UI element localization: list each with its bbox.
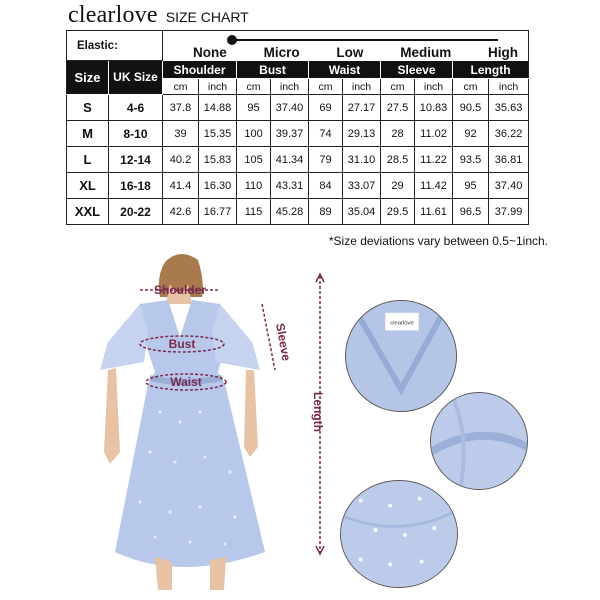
waist-in-cell: 29.13 [343, 121, 381, 147]
shoulder-in-cell: 16.30 [199, 173, 237, 199]
table-row [67, 199, 529, 225]
right-sleeve [212, 304, 260, 370]
table-row [67, 121, 529, 147]
shoulder-unit-cm: cm [163, 79, 199, 95]
length-in-cell: 35.63 [489, 95, 529, 121]
uk-size-cell: 4-6 [109, 95, 163, 121]
length-cm-cell: 96.5 [453, 199, 489, 225]
col-uk-size: UK Size [109, 61, 163, 95]
bust-unit-cm: cm [237, 79, 271, 95]
header-row [67, 61, 529, 79]
elastic-level-low: Low [336, 45, 364, 60]
waist-cm-cell: 79 [309, 147, 343, 173]
bust-in-cell: 43.31 [271, 173, 309, 199]
left-arm [104, 368, 120, 464]
sleeve-in-cell: 10.83 [415, 95, 453, 121]
elastic-indicator [227, 35, 237, 45]
bust-unit-inch: inch [271, 79, 309, 95]
bust-cm-cell: 115 [237, 199, 271, 225]
size-cell: M [67, 121, 109, 147]
waist-cm-cell: 89 [309, 199, 343, 225]
tag-text: clearlove [390, 320, 414, 327]
shoulder-in-cell: 16.77 [199, 199, 237, 225]
waist-in-cell: 33.07 [343, 173, 381, 199]
size-cell: XXL [67, 199, 109, 225]
sleeve-in-cell: 11.42 [415, 173, 453, 199]
dress-diagram [80, 252, 330, 592]
length-cm-cell: 93.5 [453, 147, 489, 173]
length-in-cell: 37.99 [489, 199, 529, 225]
shoulder-cm-cell: 37.8 [163, 95, 199, 121]
sleeve-cm-cell: 29 [381, 173, 415, 199]
uk-size-cell: 20-22 [109, 199, 163, 225]
elastic-label: Elastic: [67, 31, 163, 61]
sleeve-cm-cell: 28 [381, 121, 415, 147]
sleeve-detail [430, 392, 528, 490]
length-cm-cell: 90.5 [453, 95, 489, 121]
col-size: Size [67, 61, 109, 95]
length-cm-cell: 92 [453, 121, 489, 147]
bust-in-cell: 45.28 [271, 199, 309, 225]
shoulder-cm-cell: 40.2 [163, 147, 199, 173]
size-cell: XL [67, 173, 109, 199]
waist-in-cell: 31.10 [343, 147, 381, 173]
waist-label: Waist [170, 375, 202, 389]
bust-in-cell: 41.34 [271, 147, 309, 173]
sleeve-cm-cell: 27.5 [381, 95, 415, 121]
shoulder-in-cell: 14.88 [199, 95, 237, 121]
shoulder-unit-inch: inch [199, 79, 237, 95]
fabric-detail [340, 480, 458, 588]
bust-in-cell: 37.40 [271, 95, 309, 121]
sleeve-label: Sleeve [273, 322, 294, 362]
left-sleeve [100, 304, 148, 370]
left-leg [155, 557, 172, 590]
waist-unit-cm: cm [309, 79, 343, 95]
length-label: Length [311, 392, 325, 432]
bust-cm-cell: 105 [237, 147, 271, 173]
elastic-row [67, 31, 529, 61]
uk-size-cell: 16-18 [109, 173, 163, 199]
table-row [67, 147, 529, 173]
right-leg [210, 557, 226, 590]
waist-cm-cell: 84 [309, 173, 343, 199]
table-row [67, 173, 529, 199]
elastic-level-none: None [193, 45, 227, 60]
sleeve-cm-cell: 28.5 [381, 147, 415, 173]
col-length: Length [453, 61, 529, 79]
size-note: *Size deviations vary between 0.5~1inch. [328, 234, 548, 248]
col-sleeve: Sleeve [381, 61, 453, 79]
sleeve-unit-inch: inch [415, 79, 453, 95]
elastic-line [233, 39, 498, 41]
col-shoulder: Shoulder [163, 61, 237, 79]
sleeve-in-cell: 11.02 [415, 121, 453, 147]
col-waist: Waist [309, 61, 381, 79]
length-unit-cm: cm [453, 79, 489, 95]
length-in-cell: 37.40 [489, 173, 529, 199]
shoulder-in-cell: 15.83 [199, 147, 237, 173]
model-illustration [80, 252, 330, 592]
waist-in-cell: 27.17 [343, 95, 381, 121]
uk-size-cell: 12-14 [109, 147, 163, 173]
neckline-detail [345, 300, 457, 412]
elastic-scale [163, 31, 529, 61]
table-row [67, 95, 529, 121]
waist-unit-inch: inch [343, 79, 381, 95]
shoulder-label: Shoulder [153, 283, 207, 297]
elastic-level-medium: Medium [400, 45, 452, 60]
brand-logo: clearlove [68, 2, 158, 28]
sleeve-in-cell: 11.61 [415, 199, 453, 225]
length-cm-cell: 95 [453, 173, 489, 199]
length-in-cell: 36.22 [489, 121, 529, 147]
uk-size-cell: 8-10 [109, 121, 163, 147]
shoulder-cm-cell: 41.4 [163, 173, 199, 199]
bust-label: Bust [168, 337, 196, 351]
elastic-level-high: High [488, 45, 519, 60]
sleeve-in-cell: 11.22 [415, 147, 453, 173]
sleeve-cm-cell: 29.5 [381, 199, 415, 225]
sleeve-line [262, 304, 275, 370]
shoulder-cm-cell: 42.6 [163, 199, 199, 225]
chart-title: SIZE CHART [165, 9, 249, 25]
elastic-level-micro: Micro [263, 45, 300, 60]
length-unit-inch: inch [489, 79, 529, 95]
shoulder-in-cell: 15.35 [199, 121, 237, 147]
bust-in-cell: 39.37 [271, 121, 309, 147]
right-arm [244, 370, 258, 457]
shoulder-cm-cell: 39 [163, 121, 199, 147]
header [68, 2, 249, 26]
size-cell: S [67, 95, 109, 121]
length-in-cell: 36.81 [489, 147, 529, 173]
size-cell: L [67, 147, 109, 173]
bust-cm-cell: 95 [237, 95, 271, 121]
size-chart-table [66, 30, 529, 225]
sleeve-unit-cm: cm [381, 79, 415, 95]
waist-cm-cell: 74 [309, 121, 343, 147]
bust-cm-cell: 110 [237, 173, 271, 199]
waist-in-cell: 35.04 [343, 199, 381, 225]
waist-cm-cell: 69 [309, 95, 343, 121]
bust-cm-cell: 100 [237, 121, 271, 147]
col-bust: Bust [237, 61, 309, 79]
